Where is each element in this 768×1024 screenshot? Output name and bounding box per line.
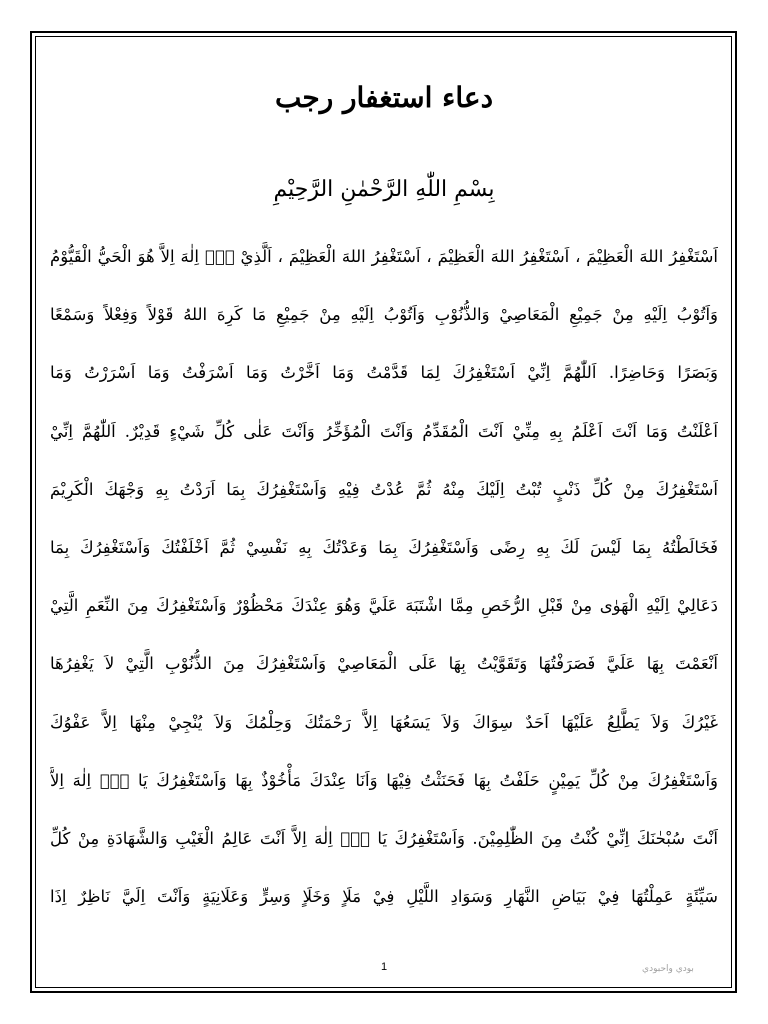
text-line: وَاَتُوْبُ اِلَيْهِ مِنْ جَمِيْعِ الْمَعَاصِيْ وَالذُّنُوْبِ وَاَتُوْبُ اِلَيْهِ مِنْ جَمِيْعِ مَا كَرِهَ اللهُ قَوْلاً وَفِعْلاً وَسَمْعًا <box>50 305 718 325</box>
basmala: بِسْمِ اللّٰهِ الرَّحْمٰنِ الرَّحِيْمِ <box>273 177 495 202</box>
page-number: 1 <box>380 961 388 973</box>
text-line: وَبَصَرًا وَحَاضِرًا. اَللّٰهُمَّ اِنِّيْ اَسْتَغْفِرُكَ لِمَا قَدَّمْتُ وَمَا اَخَّرْتُ وَمَا اَسْرَفْتُ وَمَا اَسْرَرْتُ وَمَا <box>50 363 718 383</box>
text-line: اَسْتَغْفِرُ اللهَ الْعَظِيْمَ ، اَسْتَغْفِرُ اللهَ الْعَظِيْمَ ، اَسْتَغْفِرُ اللهَ الْعَظِيْمَ ، اَلَّذِيْ لاۤ اِلٰهَ اِلاَّ هُوَ الْحَيُّ الْقَيُّوْمُ <box>50 247 718 266</box>
text-line: سَيِّئَةٍ عَمِلْتُهَا فِيْ بَيَاضِ النَّهَارِ وَسَوَادِ اللَّيْلِ فِيْ مَلَاٍ وَخَلَاٍ وَسِرٍّ وَعَلَانِيَةٍ وَاَنْتَ اِلَيَّ نَاظِرٌ اِذَا <box>50 887 718 907</box>
document-title: دعاء استغفار رجب <box>274 81 494 114</box>
text-line: فَخَالَطْتُهُ بِمَا لَيْسَ لَكَ بِهِ رِضًى وَاَسْتَغْفِرُكَ بِمَا وَعَدْتُكَ بِهِ نَفْسِيْ ثُمَّ اَخْلَفْتُكَ وَاَسْتَغْفِرُكَ بِمَا <box>50 537 718 557</box>
text-line: اَنْتَ سُبْحٰنَكَ اِنِّيْ كُنْتُ مِنَ الظّٰلِمِيْنَ. وَاَسْتَغْفِرُكَ يَا لاۤ اِلٰهَ اِلاَّ اَنْتَ عَالِمُ الْغَيْبِ وَالشَّهَادَةِ مِنْ كُلِّ <box>50 828 718 848</box>
text-line: غَيْرُكَ وَلاَ يَطَّلِعُ عَلَيْهَا اَحَدٌ سِوَاكَ وَلاَ يَسَعُهَا اِلاَّ رَحْمَتُكَ وَحِلْمُكَ وَلاَ يُنْجِيْ مِنْهَا اِلاَّ عَفْوُكَ <box>50 712 718 732</box>
text-line: دَعَالِيْ اِلَيْهِ الْهَوٰى مِنْ قَبْلِ الرُّخَصِ مِمَّا اشْتَبَهَ عَلَيَّ وَهُوَ عِنْدَكَ مَحْظُوْرٌ وَاَسْتَغْفِرُكَ مِنَ النِّعَمِ الَّتِيْ <box>50 596 718 616</box>
text-line: اَسْتَغْفِرُكَ مِنْ كُلِّ ذَنْبٍ تُبْتُ اِلَيْكَ مِنْهُ ثُمَّ عُدْتُ فِيْهِ وَاَسْتَغْفِرُكَ بِمَا اَرَدْتُ بِهِ وَجْهَكَ الْكَرِيْمَ <box>50 479 718 499</box>
text-line: وَاَسْتَغْفِرُكَ مِنْ كُلِّ يَمِيْنٍ حَلَفْتُ بِهَا فَحَنَثْتُ فِيْهَا وَاَنَا عِنْدَكَ مَأْخُوْذٌ بِهَا وَاَسْتَغْفِرُكَ يَا لاۤ اِلٰهَ اِلاَّ <box>50 770 718 790</box>
text-line: اَنْعَمْتَ بِهَا عَلَيَّ فَصَرَفْتُهَا وَتَقَوَّيْتُ بِهَا عَلَى الْمَعَاصِيْ وَاَسْتَغْفِرُكَ مِنَ الذُّنُوْبِ الَّتِيْ لاَ يَغْفِرُهَا <box>50 654 718 674</box>
text-line: اَعْلَنْتُ وَمَا اَنْتَ اَعْلَمُ بِهِ مِنِّيْ اَنْتَ الْمُقَدِّمُ وَاَنْتَ الْمُؤَخِّرُ وَاَنْتَ عَلٰى كُلِّ شَيْءٍ قَدِيْرٌ. اَللّٰهُمَّ اِنِّيْ <box>50 421 718 441</box>
watermark: بودي واحبودي <box>642 964 694 974</box>
prayer-text <box>50 228 718 926</box>
